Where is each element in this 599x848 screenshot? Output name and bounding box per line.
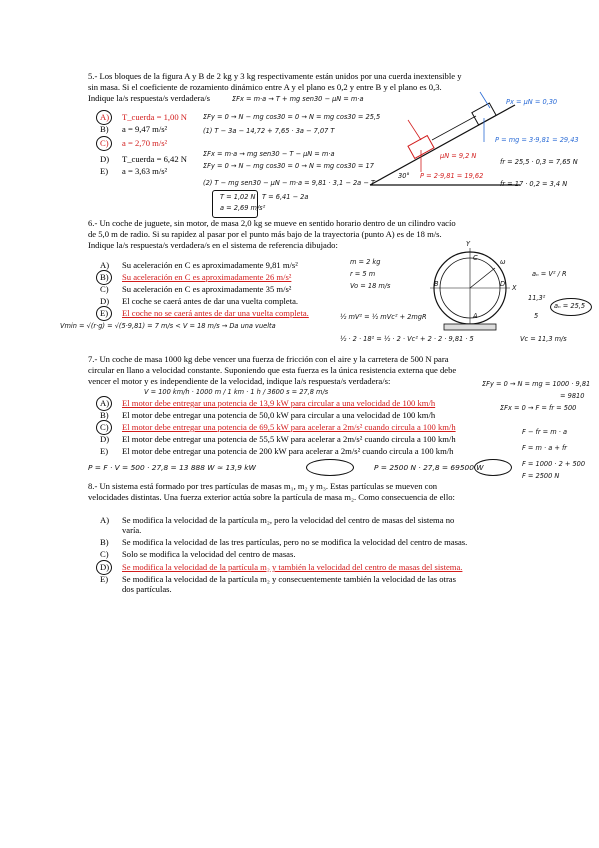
q7-line1: 7.- Un coche de masa 1000 kg debe vencer una fuerza de fricción con el aire y la carretera de 500 N para: [88, 354, 449, 364]
q8-option-b[interactable]: [100, 537, 467, 547]
q8-option-e-cont: [122, 584, 172, 594]
q7-line2: circular en llano a velocidad constante. Suponiendo que esta fuerza es la única resistencia externa que debe: [88, 365, 457, 375]
q6-option-text: Su aceleración en C es aproximadamente 9,81 m/s²: [122, 260, 298, 270]
q8-option-a[interactable]: [100, 515, 454, 525]
q5-fig-label-4: P = 2·9,81 = 19,62: [420, 172, 484, 180]
q8-option-text: Se modifica la velocidad de las tres partículas, pero no se modifica la velocidad del centro de masas.: [122, 537, 468, 547]
q8-option-letter: B): [100, 537, 109, 547]
q5-fig-label-2: P = mg = 3·9,81 = 29,43: [495, 136, 579, 144]
q8-line1: 8.- Un sistema está formado por tres partículas de masas m₁, m₂ y m₃. Estas partículas se mueven con: [88, 481, 438, 491]
q7-force-7: F = 2500 N: [522, 472, 560, 480]
q6-option-text: El coche no se caerá antes de dar una vuelta completa.: [122, 308, 309, 318]
q7-option-e[interactable]: [100, 446, 453, 456]
q6-acc-formula: aₙ = V² / R: [532, 270, 567, 278]
q7-force-6: F = 1000 · 2 + 500: [522, 460, 586, 468]
q5-result-t: T = 1,02 N: [220, 193, 256, 201]
q7-option-d[interactable]: [100, 434, 456, 444]
q5-result-a: a = 2,69 m/s²: [220, 204, 266, 212]
q8-option-c[interactable]: [100, 549, 296, 559]
q5-note-l3: ΣFx = m·a → mg sen30 − T − μN = m·a: [203, 150, 335, 158]
q5-note-top: ΣFx = m·a → T + mg sen30 − μN = m·a: [232, 95, 364, 103]
q6-fig-label-x: X: [512, 284, 517, 292]
q8-option-letter: C): [100, 549, 109, 559]
q6-data-r: r = 5 m: [350, 270, 376, 278]
q5-option-letter: C): [100, 138, 109, 148]
q6-option-letter: E): [100, 308, 109, 318]
q6-option-letter: D): [100, 296, 110, 306]
q8-option-d[interactable]: [100, 562, 462, 572]
q6-option-text: Su aceleración en C es aproximadamente 35 m/s²: [122, 284, 292, 294]
q7-option-text: El motor debe entregar una potencia de 55,5 kW para acelerar a 2m/s² cuando circula a 100 km/h: [122, 434, 456, 444]
q7-power-1: P = F · V = 500 · 27,8 = 13 888 W ≈ 13,9 kW: [88, 463, 256, 472]
q8-option-text: Se modifica la velocidad de la partícula m₂ y también la velocidad del centro de masas del sistema.: [122, 562, 463, 572]
q8-option-a-cont: [122, 525, 141, 535]
q6-fig-label-d: D: [500, 280, 506, 288]
q7-option-text: El motor debe entregar una potencia de 13,9 kW para circular a una velocidad de 100 km/h: [122, 398, 436, 408]
q5-note-l5: (2) T − mg sen30 − μN − m·a = 9,81 · 3,1 − 2a − T: [203, 179, 375, 187]
q7-option-a[interactable]: [100, 398, 435, 408]
q5-option-text: T_cuerda = 6,42 N: [122, 154, 187, 164]
q8-option-text: Se modifica la velocidad de la partícula m₂, pero la velocidad del centro de masas del sistema no: [122, 515, 455, 525]
q8-option-text: Se modifica la velocidad de la partícula m₂ y consecuentemente también la velocidad de las otras: [122, 574, 456, 584]
q6-energy-3: Vc = 11,3 m/s: [520, 335, 567, 343]
q5-fig-angle: 30°: [398, 172, 410, 180]
q8-option-text-cont: dos partículas.: [122, 584, 172, 594]
q8-option-letter: D): [100, 562, 110, 572]
q5-fig-label-3: μN = 9,2 N: [440, 152, 477, 160]
q5-fig-fr2: fr = 17 · 0,2 = 3,4 N: [500, 180, 568, 188]
q5-option-text: a = 3,63 m/s²: [122, 166, 168, 176]
q7-option-c[interactable]: [100, 422, 456, 432]
q6-fig-label-omega: ω: [500, 258, 506, 266]
q7-option-letter: C): [100, 422, 109, 432]
q7-velocity-conv: V = 100 km/h · 1000 m / 1 km · 1 h / 3600 s = 27,8 m/s: [144, 388, 329, 396]
q8-answer-circle-d: [96, 560, 112, 575]
q7-power-1-circle: [306, 459, 354, 476]
q5-option-text: T_cuerda = 1,00 N: [122, 112, 187, 122]
q6-option-letter: A): [100, 260, 110, 270]
q7-force-3: ΣFx = 0 → F = fr = 500: [500, 404, 577, 412]
q5-line3: Indique la/s respuesta/s verdadera/s: [88, 93, 210, 103]
q8-option-letter: A): [100, 515, 110, 525]
q7-force-1: ΣFy = 0 → N = mg = 1000 · 9,81: [482, 380, 591, 388]
q7-answer-circle-a: [96, 396, 112, 411]
q6-acc-num: 11,3²: [528, 294, 546, 302]
q7-power-2: P = 2500 N · 27,8 = 69500 W: [374, 463, 484, 472]
q7-answer-circle-c: [96, 420, 112, 435]
q6-fig-label-a: A: [473, 312, 478, 320]
q5-fig-label-1: Px = μN = 0,30: [506, 98, 558, 106]
q6-vmin: Vmin = √(r·g) = √(5·9,81) = 7 m/s < V = 18 m/s → Da una vuelta: [60, 322, 276, 330]
q5-note-l1: ΣFy = 0 → N − mg cos30 = 0 → N = mg cos30 = 25,5: [203, 113, 381, 121]
q5-line2: sin masa. Si el coeficiente de rozamiento dinámico entre A y el plano es 0,2 y entre B y el plano es 0,3.: [88, 82, 442, 92]
q5-option-text: a = 2,70 m/s²: [122, 138, 168, 148]
q7-option-text: El motor debe entregar una potencia de 69,5 kW para acelerar a 2m/s² cuando circula a 100 km/h: [122, 422, 456, 432]
q6-fig-label-b: B: [434, 280, 439, 288]
q8-option-text-cont: varía.: [122, 525, 142, 535]
q7-option-letter: B): [100, 410, 109, 420]
q7-force-5: F = m · a + fr: [522, 444, 568, 452]
q7-force-2: = 9810: [560, 392, 585, 400]
q7-option-text: El motor debe entregar una potencia de 50,0 kW para circular a una velocidad de 100 km/h: [122, 410, 436, 420]
q6-data-v: Vo = 18 m/s: [350, 282, 391, 290]
q7-option-text: El motor debe entregar una potencia de 200 kW para acelerar a 2m/s² cuando circula a 100 km/h: [122, 446, 454, 456]
q6-option-text: Su aceleración en C es aproximadamente 26 m/s²: [122, 272, 292, 282]
q6-line2: de 5,0 m de radio. Si su rapidez al pasar por el punto más bajo de la trayectoria (punto A) es de 18 m/s.: [88, 229, 442, 239]
q6-line1: 6.- Un coche de juguete, sin motor, de masa 2,0 kg se mueve en sentido horario dentro de un cilindro vacío: [88, 218, 456, 228]
q7-power-2-circle: [474, 459, 512, 476]
q6-option-letter: B): [100, 272, 109, 282]
q6-energy-2: ½ · 2 · 18² = ½ · 2 · Vc² + 2 · 2 · 9,81 · 5: [340, 335, 474, 343]
q5-option-letter: D): [100, 154, 110, 164]
q8-line2: velocidades distintas. Una fuerza exterior actúa sobre la partícula de masa m₂. Como consecuencia de ello:: [88, 492, 455, 502]
q6-data-m: m = 2 kg: [350, 258, 381, 266]
q8-option-letter: E): [100, 574, 109, 584]
q7-option-b[interactable]: [100, 410, 435, 420]
q8-option-text: Solo se modifica la velocidad del centro de masas.: [122, 549, 296, 559]
q6-option-text: El coche se caerá antes de dar una vuelta completa.: [122, 296, 299, 306]
q5-option-letter: B): [100, 124, 109, 134]
q7-option-letter: E): [100, 446, 109, 456]
q7-force-4: F − fr = m · a: [522, 428, 568, 436]
q7-line3: vencer el motor y es independiente de la velocidad, indique la/s respuesta/s verdadera/s:: [88, 376, 391, 386]
q7-option-letter: A): [100, 398, 110, 408]
q6-option-letter: C): [100, 284, 109, 294]
q6-energy-1: ½ mV² = ½ mVc² + 2mgR: [340, 313, 427, 321]
q6-fig-label-c: C: [473, 254, 478, 262]
q5-note-l6: T = 6,41 − 2a: [262, 193, 309, 201]
q5-note-l4: ΣFy = 0 → N − mg cos30 = 0 → N = mg cos30 = 17: [203, 162, 374, 170]
q5-line1: 5.- Los bloques de la figura A y B de 2 kg y 3 kg respectivamente están unidos por una cuerda inextensible y: [88, 71, 462, 81]
q5-option-letter: E): [100, 166, 109, 176]
q5-fig-fr1: fr = 25,5 · 0,3 = 7,65 N: [500, 158, 578, 166]
q5-note-l2: (1) T − 3a − 14,72 + 7,65 · 3a − 7,07 T: [203, 127, 335, 135]
q5-option-letter: A): [100, 112, 110, 122]
q5-option-text: a = 9,47 m/s²: [122, 124, 168, 134]
q6-line3: Indique la/s respuesta/s verdadera/s en el sistema de referencia dibujado:: [88, 240, 338, 250]
q7-option-letter: D): [100, 434, 110, 444]
q8-option-e[interactable]: [100, 574, 456, 584]
q6-acc-result: aₙ = 25,5: [554, 302, 586, 310]
q6-acc-den: 5: [534, 312, 539, 320]
q6-fig-label-y: Y: [466, 240, 471, 248]
